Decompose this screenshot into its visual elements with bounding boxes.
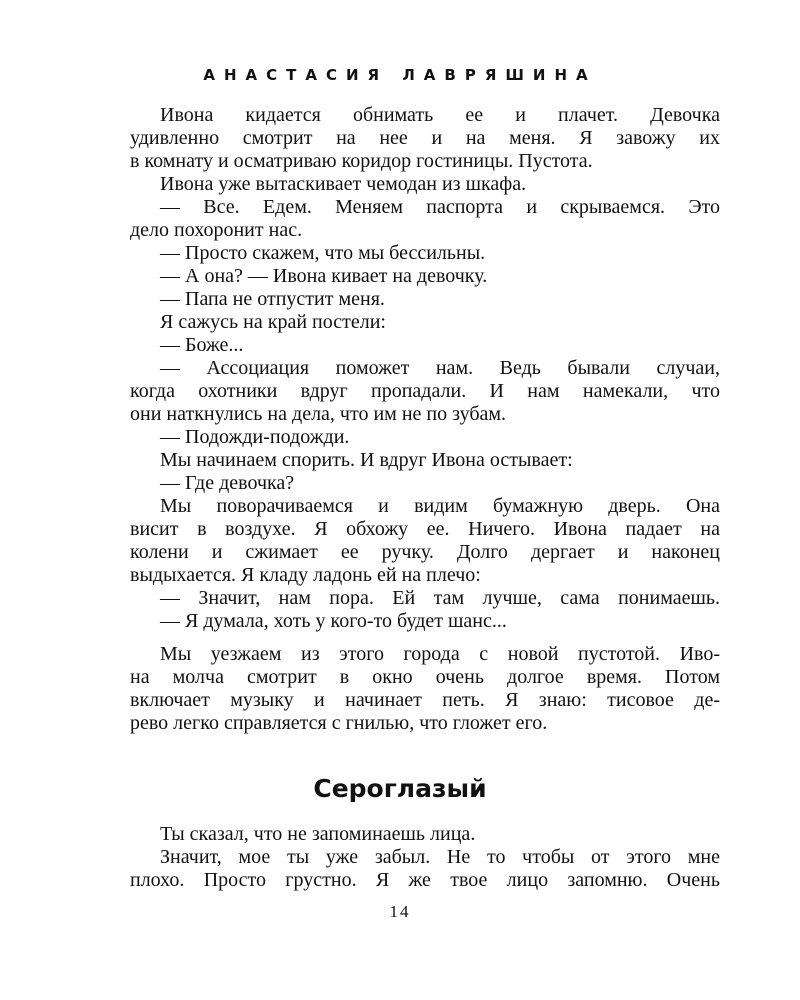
text-line: — Боже... [160,334,244,356]
text-line: плохо. Просто грустно. Я же твое лицо запомню. Очень [130,869,720,891]
text-line: — Ассоциация поможет нам. Ведь бывали случаи, [160,357,720,379]
text-line: в комнату и осматриваю коридор гостиницы. Пустота. [130,150,593,172]
text-line: они наткнулись на дела, что им не по зубам. [130,403,507,425]
text-line: на молча смотрит в окно очень долгое время. Потом [130,666,720,688]
text-line: Ты сказал, что не запоминаешь лица. [160,823,476,845]
text-line: колени и сжимает ее ручку. Долго дергает и наконец [130,541,720,563]
page-number: 14 [389,902,411,921]
text-line: Ивона кидается обнимать ее и плачет. Девочка [160,104,720,126]
chapter-title: Сероглазый [313,774,487,803]
text-line: Я сажусь на край постели: [160,311,386,333]
text-line: рево легко справляется с гнилью, что гложет его. [130,712,548,734]
text-line: — Папа не отпустит меня. [160,288,385,310]
text-line: дело похоронит нас. [130,219,303,241]
text-block-dialogue [130,104,720,633]
text-line: Мы уезжаем из этого города с новой пустотой. Иво- [160,643,720,665]
text-line: — Я думала, хоть у кого-то будет шанс... [160,610,507,632]
text-line: — Значит, нам пора. Ей там лучше, сама понимаешь. [160,587,720,609]
text-line: когда охотники вдруг пропадали. И нам намекали, что [130,380,720,402]
text-line: — Где девочка? [160,472,295,494]
text-line: Мы поворачиваемся и видим бумажную дверь. Она [160,495,720,517]
text-line: Ивона уже вытаскивает чемодан из шкафа. [160,173,527,195]
text-line: висит в воздухе. Я обхожу ее. Ничего. Ивона падает на [130,518,720,540]
text-block-chapter-start [130,823,720,892]
running-head-author: АНАСТАСИЯ ЛАВРЯШИНА [203,66,597,84]
text-block-departure [130,643,720,735]
text-line: включает музыку и начинает петь. Я знаю: тисовое де- [130,689,720,711]
text-line: выдыхается. Я кладу ладонь ей на плечо: [130,564,481,586]
text-line: — Просто скажем, что мы бессильны. [160,242,486,264]
text-line: — Подожди-подожди. [160,426,350,448]
text-line: — А она? — Ивона кивает на девочку. [160,265,488,287]
text-line: удивленно смотрит на нее и на меня. Я завожу их [130,127,720,149]
text-line: Мы начинаем спорить. И вдруг Ивона остывает: [160,449,573,471]
text-line: Значит, мое ты уже забыл. Не то чтобы от этого мне [160,846,720,868]
text-line: — Все. Едем. Меняем паспорта и скрываемся. Это [160,196,720,218]
